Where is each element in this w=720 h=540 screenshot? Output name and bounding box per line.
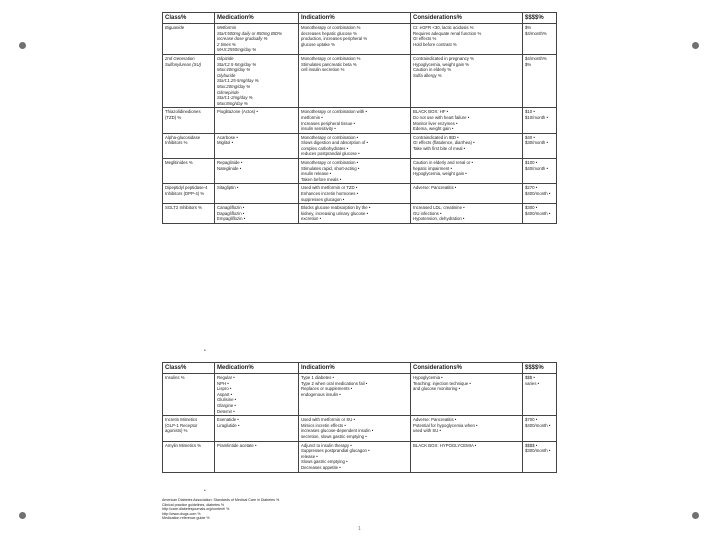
cell-line: Glimepiride <box>217 89 239 95</box>
cell-line: Adjunct to insulin therapy • <box>301 442 352 448</box>
cell-line: varies • <box>525 380 540 386</box>
header-indication: Indication% <box>299 13 411 24</box>
header-medication: Medication% <box>215 13 299 24</box>
cell-medication <box>215 54 299 107</box>
cell-line: Monotherapy or combination % <box>301 25 361 30</box>
cell-line: Glargine • <box>217 402 236 408</box>
table-row <box>163 184 557 204</box>
cell-line: Pioglitazone (Actos) • <box>217 109 258 115</box>
cell-line: Type 1 diabetes • <box>301 375 335 380</box>
cell-medication <box>215 441 299 472</box>
cell-line: Requires adequate renal function % <box>413 30 482 36</box>
cell-line: Biguanide <box>165 25 185 30</box>
cell-line: suppresses glucagon • <box>301 196 345 202</box>
cell-cost <box>523 133 557 158</box>
table-row <box>163 24 557 55</box>
cell-medication <box>215 133 299 158</box>
cell-cost <box>523 108 557 133</box>
references-list <box>162 498 432 521</box>
table-body <box>163 374 557 473</box>
cell-line: and glucose monitoring • <box>413 386 461 392</box>
cell-line: Monitor liver enzymes • <box>413 120 458 126</box>
table-row <box>163 133 557 158</box>
cell-line: decreases hepatic glucose % <box>301 30 357 36</box>
cell-considerations <box>411 184 523 204</box>
cell-line: SGLT2 Inhibitors % <box>165 205 202 211</box>
cell-line: $40 • <box>525 134 535 140</box>
corner-dot-bottom-left <box>19 512 26 519</box>
table-row <box>163 441 557 472</box>
cell-line: BLACK BOX: HF • <box>413 109 449 115</box>
cell-line: $% <box>525 25 532 30</box>
cell-line: NPH • <box>217 380 229 386</box>
cell-line: $4/month% <box>525 30 547 36</box>
cell-line: secretion, slows gastric emptying • <box>301 433 367 439</box>
cell-line: agonists) % <box>165 428 188 434</box>
cell-line: production, increases peripheral % <box>301 36 368 42</box>
table-row <box>163 374 557 416</box>
cell-line: $300 • <box>525 205 538 211</box>
cell-line: Stimulates rapid, short-acting • <box>301 165 360 171</box>
cell-cost <box>523 416 557 441</box>
cell-considerations <box>411 108 523 133</box>
table-header-row <box>163 363 557 374</box>
cell-line: Lispro • <box>217 386 232 392</box>
cell-line: Hypotension, dehydration • <box>413 216 465 222</box>
header-cost: $$$$% <box>523 13 557 24</box>
cell-line: $400/month • <box>525 210 551 216</box>
cell-line: Monotherapy or combination • <box>301 160 359 166</box>
cell-line: Max:40mg/day % <box>217 67 251 73</box>
cell-line: Incretin Mimetics <box>165 417 198 423</box>
cell-medication <box>215 416 299 441</box>
cell-line: Dapagliflozin • <box>217 210 245 216</box>
cell-class <box>163 108 215 133</box>
cell-line: Alpha-glucosidase <box>165 134 201 140</box>
cell-medication <box>215 204 299 224</box>
cell-considerations <box>411 441 523 472</box>
cell-line: Slows digestion and absorption of • <box>301 140 368 146</box>
cell-line: Start:500mg daily or 850mg BID% <box>217 30 282 36</box>
cell-considerations <box>411 159 523 184</box>
cell-considerations <box>411 133 523 158</box>
cell-line: Metformin <box>217 25 237 30</box>
paragraph-mark: • <box>204 488 206 494</box>
cell-line: Canagliflozin • <box>217 205 245 211</box>
cell-line: Slows gastric emptying • <box>301 459 348 465</box>
reference-line: Clinical practice guidelines, diabetes % <box>162 502 225 507</box>
cell-line: Hypoglycemia, weight gain • <box>413 171 467 177</box>
header-indication: Indication% <box>299 363 411 374</box>
cell-line: Acarbose • <box>217 134 238 140</box>
cell-line: Teaching: injection technique • <box>413 380 471 386</box>
cell-indication <box>299 24 411 55</box>
cell-line: Thiazolidinediones <box>165 109 201 115</box>
cell-cost <box>523 441 557 472</box>
cell-line: $270 • <box>525 185 538 191</box>
cell-line: Repaglinide • <box>217 160 243 166</box>
cell-line: Potential for hypoglycemia when • <box>413 422 478 428</box>
cell-line: excretion • <box>301 216 322 222</box>
cell-line: Hypoglycemia • <box>413 375 443 380</box>
cell-line: hepatic impairment • <box>413 165 452 171</box>
cell-line: Contraindicated in IBD • <box>413 134 459 140</box>
cell-line: Insulins % <box>165 375 185 380</box>
cell-line: Take with first bite of meal • <box>413 145 466 151</box>
cell-line: Used with metformin or SU • <box>301 417 356 423</box>
cell-line: Start:1.25-5mg/day % <box>217 78 259 84</box>
cell-medication <box>215 184 299 204</box>
cell-medication <box>215 108 299 133</box>
cell-line: $30/month • <box>525 140 549 146</box>
header-considerations: Considerations% <box>411 13 523 24</box>
cell-line: Aspart • <box>217 391 233 397</box>
cell-indication <box>299 184 411 204</box>
cell-line: $40/month • <box>525 165 549 171</box>
cell-line: Sulfa allergy % <box>413 72 442 78</box>
document-page <box>162 10 556 532</box>
cell-line: Adverse: Pancreatitis • <box>413 185 457 191</box>
cell-considerations <box>411 416 523 441</box>
cell-class <box>163 184 215 204</box>
cell-line: Pramlintide acetate • <box>217 442 257 448</box>
header-class: Class% <box>163 13 215 24</box>
cell-line: used with SU • <box>413 428 442 434</box>
cell-line: Caution in elderly % <box>413 67 452 73</box>
cell-line: endogenous insulin • <box>301 391 341 397</box>
cell-line: Hold before contrast % <box>413 41 457 47</box>
cell-line: $$$$ • <box>525 442 538 448</box>
medication-table-2 <box>162 362 557 473</box>
cell-line: Amylin Mimetics % <box>165 442 202 448</box>
cell-line: Exenatide • <box>217 417 239 423</box>
cell-line: Taken before meals • <box>301 176 342 182</box>
cell-line: CI: eGFR <30, lactic acidosis % <box>413 25 474 30</box>
page-number: 1 <box>358 526 361 532</box>
cell-line: $4/month% <box>525 55 547 61</box>
reference-line: Medication reference guide % <box>162 516 210 521</box>
table-row <box>163 416 557 441</box>
cell-indication <box>299 133 411 158</box>
cell-line: Empagliflozin • <box>217 216 246 222</box>
header-class: Class% <box>163 363 215 374</box>
cell-line: GU infections • <box>413 210 442 216</box>
cell-cost <box>523 54 557 107</box>
cell-considerations <box>411 204 523 224</box>
cell-line: Liraglutide • <box>217 422 240 428</box>
cell-line: GI effects (flatulence, diarrhea) • <box>413 140 475 146</box>
cell-line: Mimics incretin effects • <box>301 422 346 428</box>
cell-line: Meglitinides % <box>165 160 193 166</box>
cell-line: GI effects % <box>413 36 437 42</box>
cell-line: 2 times % <box>217 41 236 47</box>
cell-indication <box>299 204 411 224</box>
cell-indication <box>299 54 411 107</box>
cell-considerations <box>411 24 523 55</box>
cell-line: Sitagliptin • <box>217 185 239 191</box>
reference-line: http://care.diabetesjournals.org/content/ % <box>162 507 230 512</box>
cell-cost <box>523 204 557 224</box>
cell-line: Monotherapy or combination with • <box>301 109 367 115</box>
table-row <box>163 204 557 224</box>
cell-line: BLACK BOX: HYPOGLYCEMIA • <box>413 442 477 448</box>
cell-indication <box>299 159 411 184</box>
cell-line: $10/month • <box>525 114 549 120</box>
cell-indication <box>299 441 411 472</box>
cell-line: Sulfonylureas (SU) <box>165 61 202 67</box>
cell-line: Suppresses postprandial glucagon • <box>301 448 370 454</box>
cell-line: Edema, weight gain • <box>413 126 454 132</box>
corner-dot-bottom-right <box>692 512 699 519</box>
cell-line: complex carbohydrates • <box>301 145 349 151</box>
cell-line: release • <box>301 453 318 459</box>
cell-line: Monotherapy or combination % <box>301 55 361 61</box>
cell-line: $100 • <box>525 160 538 166</box>
cell-line: glucose uptake % <box>301 41 335 47</box>
cell-line: Adverse: Pancreatitis • <box>413 417 457 423</box>
cell-line: Monotherapy or combination • <box>301 134 359 140</box>
cell-indication <box>299 416 411 441</box>
cell-line: (TZD) % <box>165 114 182 120</box>
cell-class <box>163 416 215 441</box>
cell-line: Glulisine • <box>217 397 237 403</box>
cell-line: Increases peripheral tissue • <box>301 120 356 126</box>
cell-line: $400/month • <box>525 191 551 197</box>
cell-indication <box>299 374 411 416</box>
cell-line: increase dose gradually % <box>217 36 268 42</box>
cell-line: cell insulin secretion % <box>301 67 345 73</box>
cell-medication <box>215 159 299 184</box>
cell-line: $700 • <box>525 417 538 423</box>
cell-line: Increased LDL, creatinine • <box>413 205 465 211</box>
cell-cost <box>523 374 557 416</box>
cell-line: insulin release • <box>301 171 332 177</box>
cell-line: Inhibitors % <box>165 140 188 146</box>
cell-class <box>163 24 215 55</box>
cell-class <box>163 204 215 224</box>
cell-line: Type 2 when oral medications fail • <box>301 380 368 386</box>
cell-line: $$$ • <box>525 375 535 380</box>
cell-line: MAX:2550mg/day % <box>217 47 257 53</box>
cell-line: insulin sensitivity • <box>301 126 336 132</box>
cell-class <box>163 133 215 158</box>
table-body <box>163 24 557 224</box>
cell-cost <box>523 24 557 55</box>
table-row <box>163 159 557 184</box>
cell-line: Miglitol • <box>217 140 234 146</box>
cell-line: Glipizide <box>217 55 234 61</box>
table-row <box>163 54 557 107</box>
corner-dot-top-right <box>692 42 699 49</box>
cell-line: metformin • <box>301 114 323 120</box>
cell-cost <box>523 159 557 184</box>
reference-line: http://www.drugs.com % <box>162 511 201 516</box>
cell-line: Max:20mg/day % <box>217 83 251 89</box>
cell-line: $300/month • <box>525 448 551 454</box>
cell-class <box>163 159 215 184</box>
cell-line: Dipeptidyl peptidase-4 <box>165 185 208 191</box>
cell-line: Start:1-2mg/day % <box>217 95 253 101</box>
header-cost: $$$$% <box>523 363 557 374</box>
cell-cost <box>523 184 557 204</box>
cell-considerations <box>411 374 523 416</box>
cell-line: Nateglinide • <box>217 165 242 171</box>
cell-line: Caution in elderly and renal or • <box>413 160 474 166</box>
cell-line: $400/month • <box>525 422 551 428</box>
corner-dot-top-left <box>19 42 26 49</box>
cell-line: Replaces or supplements • <box>301 386 353 392</box>
cell-line: Glyburide <box>217 72 236 78</box>
cell-line: (GLP-1 Receptor <box>165 422 198 428</box>
cell-medication <box>215 24 299 55</box>
header-medication: Medication% <box>215 363 299 374</box>
cell-line: Decreases appetite • <box>301 464 341 470</box>
cell-considerations <box>411 54 523 107</box>
cell-line: 2nd Generation <box>165 55 195 61</box>
reference-line: American Diabetes Association: Standards of Medical Care in Diabetes % <box>162 498 280 502</box>
cell-line: kidney, increasing urinary glucose • <box>301 210 369 216</box>
cell-line: Used with metformin or TZD • <box>301 185 358 191</box>
header-considerations: Considerations% <box>411 363 523 374</box>
cell-line: Enhances incretin hormones • <box>301 191 359 197</box>
cell-medication <box>215 374 299 416</box>
table-header-row <box>163 13 557 24</box>
cell-line: $% <box>525 61 532 67</box>
cell-line: Inhibitors (DPP-4) % <box>165 191 205 197</box>
cell-line: Do not use with heart failure • <box>413 114 470 120</box>
cell-line: Detemir • <box>217 408 235 414</box>
cell-class <box>163 54 215 107</box>
cell-line: increases glucose-dependent insulin • <box>301 428 374 434</box>
cell-class <box>163 441 215 472</box>
paragraph-mark: • <box>204 348 206 354</box>
cell-indication <box>299 108 411 133</box>
cell-line: Hypoglycemia, weight gain % <box>413 61 470 67</box>
table-row <box>163 108 557 133</box>
cell-line: Contraindicated in pregnancy % <box>413 55 474 61</box>
medication-table-1 <box>162 12 557 224</box>
cell-line: Stimulates pancreatic beta % <box>301 61 357 67</box>
cell-line: Regular • <box>217 375 235 380</box>
cell-line: Blocks glucose reabsorption by the • <box>301 205 371 211</box>
cell-line: $10 • <box>525 109 535 115</box>
cell-class <box>163 374 215 416</box>
cell-line: Max:8mg/day % <box>217 100 248 106</box>
cell-line: reduces postprandial glucose • <box>301 151 360 157</box>
cell-line: Start:2.5-5mg/day % <box>217 61 257 67</box>
